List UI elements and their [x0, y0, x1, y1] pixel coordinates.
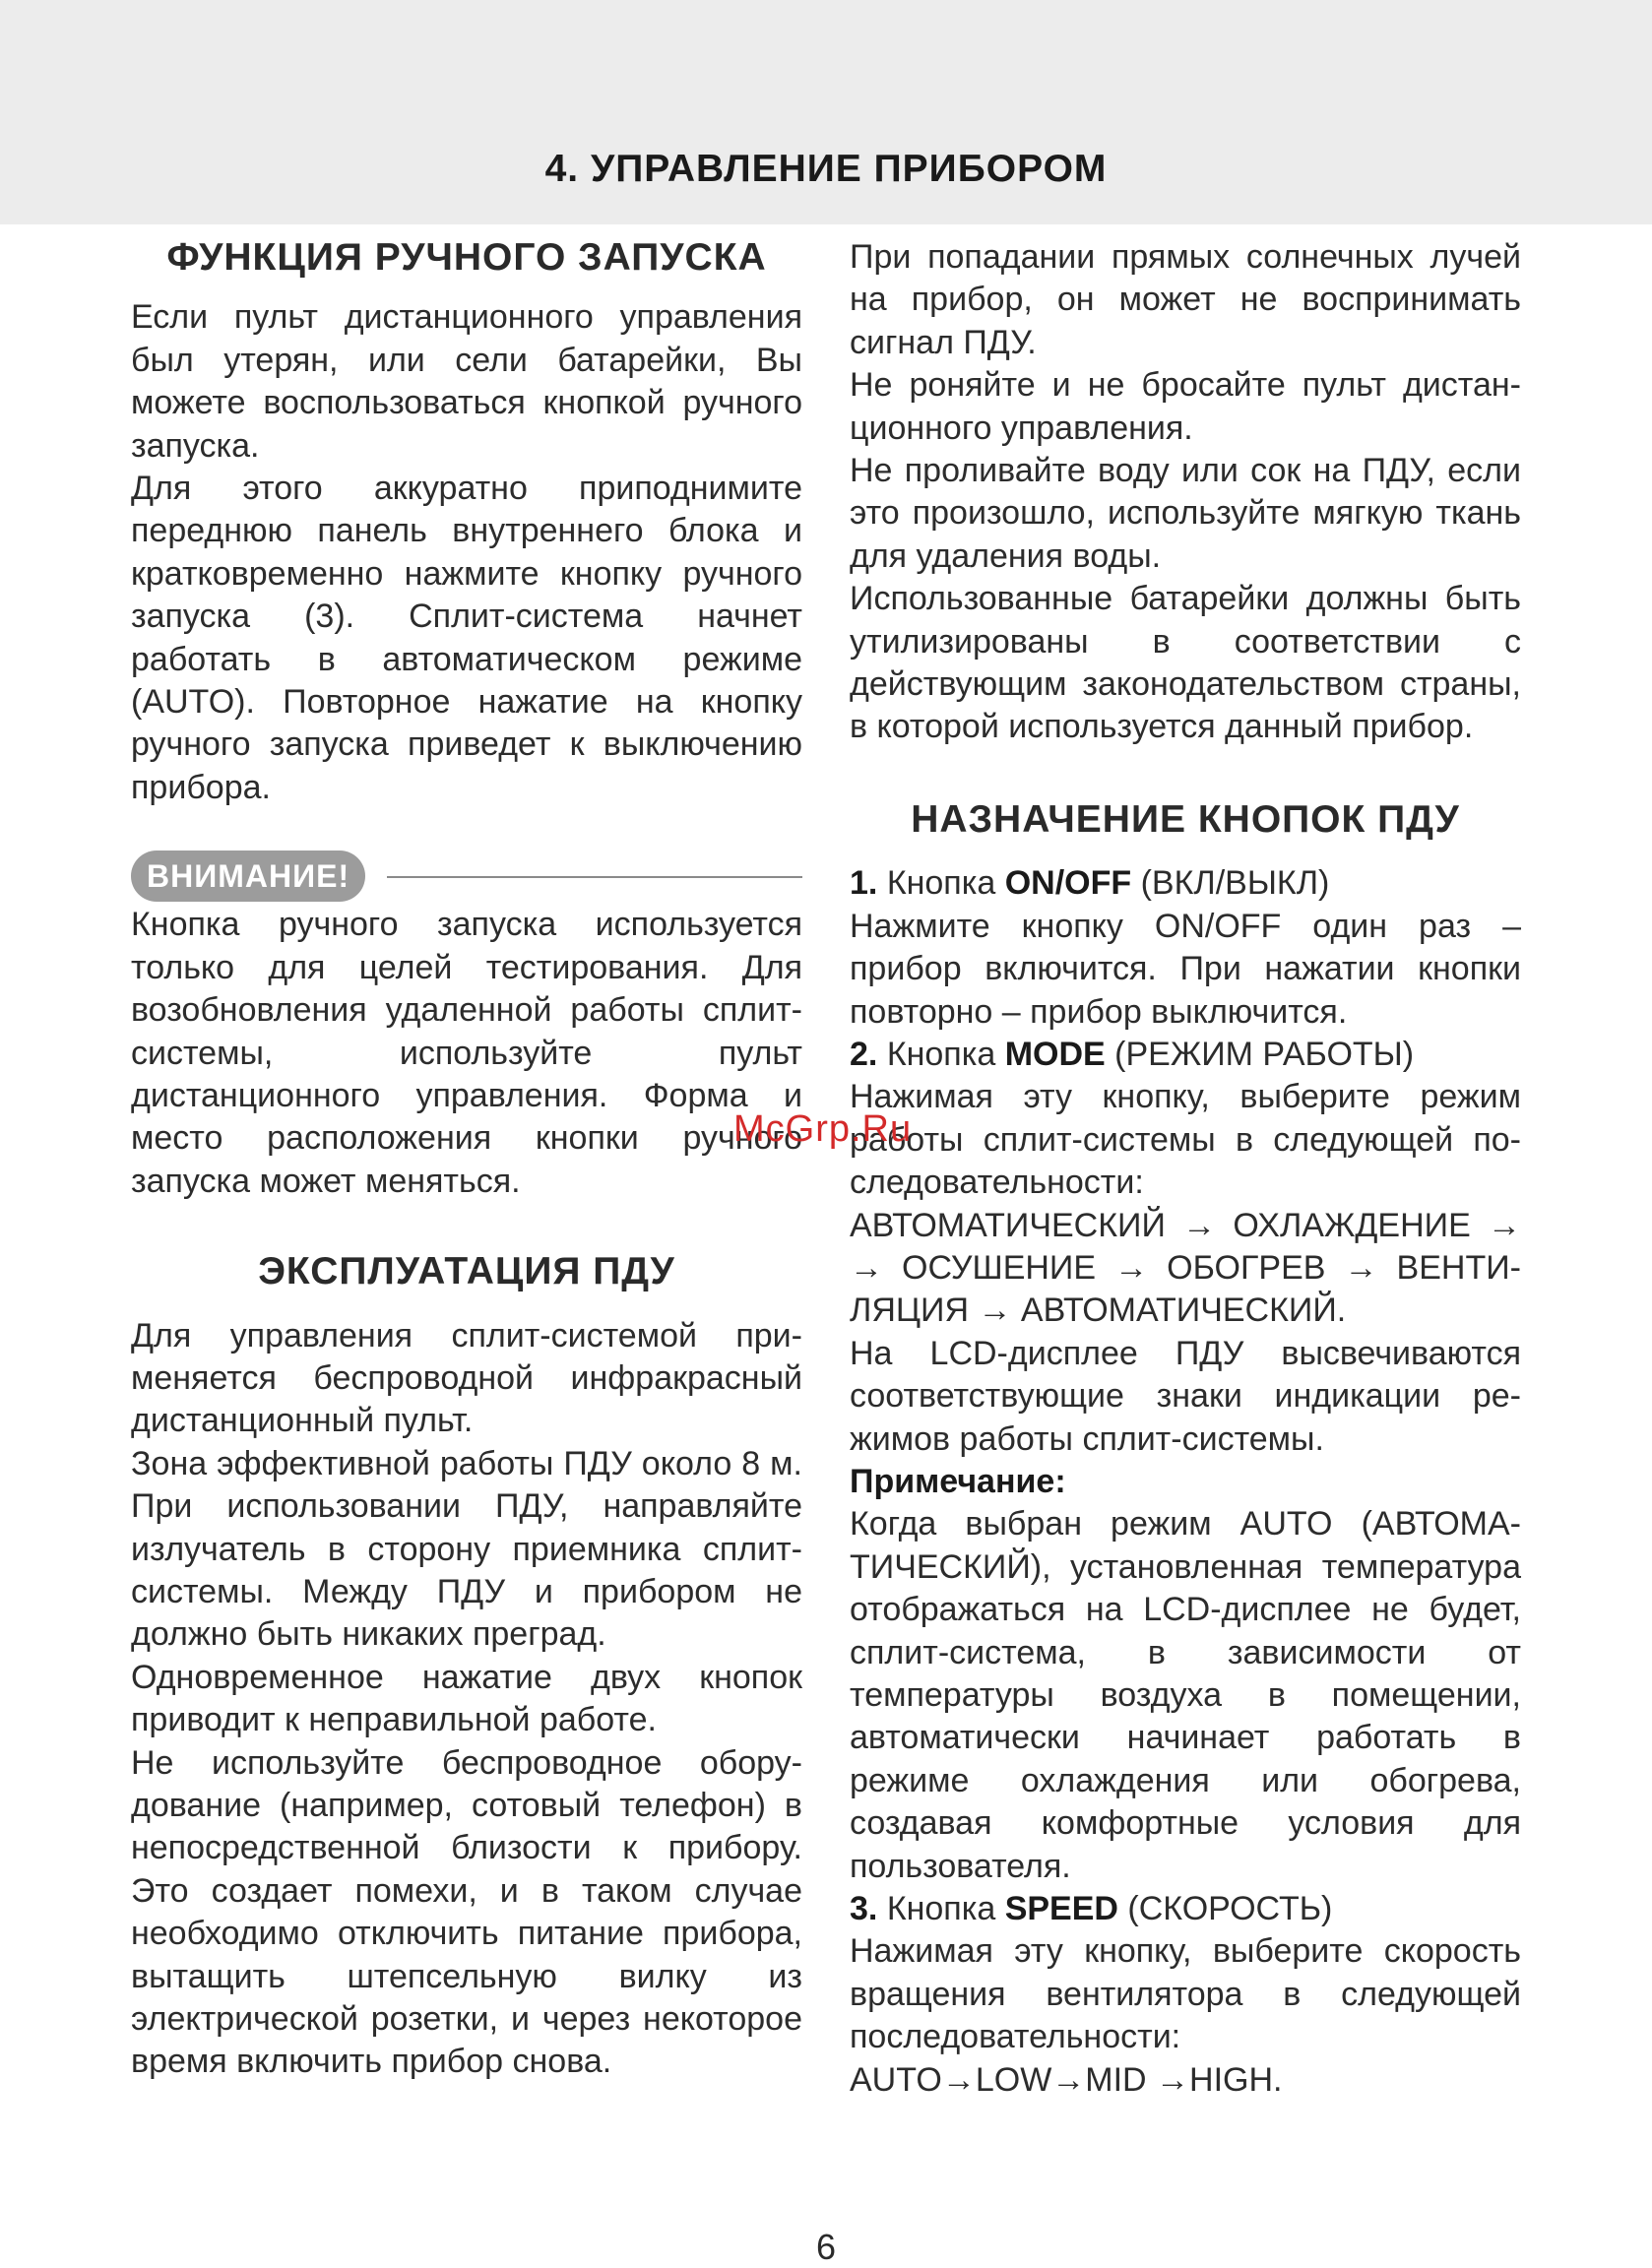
watermark: McGrp.Ru	[733, 1108, 913, 1150]
page-title: 4. УПРАВЛЕНИЕ ПРИБОРОМ	[544, 148, 1108, 190]
care-paragraph-2: Не роняйте и не бросайте пульт дистанционного управления.	[850, 366, 1521, 447]
warning-badge: ВНИМАНИЕ!	[131, 850, 365, 902]
button-1-title: 1. Кнопка ON/OFF (ВКЛ/ВЫКЛ)	[850, 864, 1330, 903]
warning-divider	[387, 876, 802, 878]
page-header	[0, 0, 1652, 224]
remote-usage-paragraph-2: Зона эффективной работы ПДУ около 8 м. При использовании ПДУ, направляйте излучатель в сторону приемника сплит-системы. Между ПДУ и прибором не должно быть никаких преград.	[131, 1444, 802, 1654]
warning-text: Кнопка ручного запуска используется только для целей тестирования. Для возобновления удаленной работы сплит-системы, используйте пульт дистанционного управления. Форма и место расположения кнопки ручного запуска может меняться.	[131, 906, 802, 1200]
note-label: Примечание:	[850, 1462, 1066, 1500]
button-1-text: Нажмите кнопку ON/OFF один раз – прибор включится. При нажатии кнопки повторно – прибор выключится.	[850, 907, 1521, 1031]
remote-usage-paragraph-3: Одновременное нажатие двух кнопок приводит к неправильной работе.	[131, 1658, 802, 1739]
remote-usage-paragraph-4: Не используйте беспроводное оборудование (например, сотовый телефон) в непосредственной близости к прибору. Это создает помехи, и в таком случае необходимо отключить питание прибора, вытащить штепсельную вилку из электрической розетки, и через некоторое время включить прибор снова.	[131, 1743, 802, 2081]
button-3-title: 3. Кнопка SPEED (СКОРОСТЬ)	[850, 1890, 1333, 1928]
button-3-text: Нажимая эту кнопку, выберите скорость вращения вентилятора в следующей последовательности:	[850, 1932, 1521, 2056]
button-2-lcd-text: На LCD-дисплее ПДУ высвечиваются соответствующие знаки индикации режимов работы сплит-системы.	[850, 1334, 1521, 1458]
note-text: Когда выбран режим AUTO (АВТОМАТИЧЕСКИЙ), установленная температура отображаться на LCD-дисплее не будет, сплит-система, в зависимости от температуры воздуха в помещении, автоматически начинает работать в режиме охлаждения или обогрева, создавая комфортные условия для пользователя.	[850, 1505, 1521, 1885]
care-paragraph-3: Не проливайте воду или сок на ПДУ, если это произошло, используйте мягкую ткань для удаления воды.	[850, 452, 1521, 575]
button-2-sequence: АВТОМАТИЧЕСКИЙ → ОХЛАЖДЕНИЕ → → ОСУШЕНИЕ → ОБОГРЕВ → ВЕНТИЛЯЦИЯ → АВТОМАТИЧЕСКИЙ.	[850, 1206, 1521, 1330]
button-3-sequence: AUTO→LOW→MID →HIGH.	[850, 2060, 1283, 2099]
warning-header	[131, 850, 802, 902]
manual-start-paragraph-2: Для этого аккуратно приподнимите переднюю панель внутреннего блока и кратковременно нажмите кнопку ручного запуска (3). Сплит-система начнет работать в автоматическом режиме (AUTO). Повторное нажатие на кнопку ручного запуска приведет к выключению прибора.	[131, 470, 802, 806]
button-2-text: Нажимая эту кнопку, выберите режим работы сплит-системы в следующей последовательности:	[850, 1078, 1521, 1202]
care-paragraph-1: При попадании прямых солнечных лучей на прибор, он может не воспринимать сигнал ПДУ.	[850, 238, 1521, 361]
remote-usage-paragraph-1: Для управления сплит-системой применяется беспроводной инфракрасный дистанционный пульт.	[131, 1316, 802, 1440]
care-paragraph-4: Использованные батарейки должны быть утилизированы в соответствии с действующим законодательством страны, в которой используется данный прибор.	[850, 580, 1521, 746]
remote-usage-heading: ЭКСПЛУАТАЦИЯ ПДУ	[258, 1250, 675, 1293]
buttons-heading: НАЗНАЧЕНИЕ КНОПОК ПДУ	[911, 797, 1460, 841]
left-column	[131, 236, 802, 2084]
button-2-title: 2. Кнопка MODE (РЕЖИМ РАБОТЫ)	[850, 1035, 1415, 1073]
right-column	[850, 236, 1521, 2102]
manual-start-heading: ФУНКЦИЯ РУЧНОГО ЗАПУСКА	[166, 236, 767, 279]
manual-start-paragraph-1: Если пульт дистанционного управления был утерян, или сели батарейки, Вы можете воспользоваться кнопкой ручного запуска.	[131, 298, 802, 465]
page-number: 6	[815, 2227, 837, 2267]
